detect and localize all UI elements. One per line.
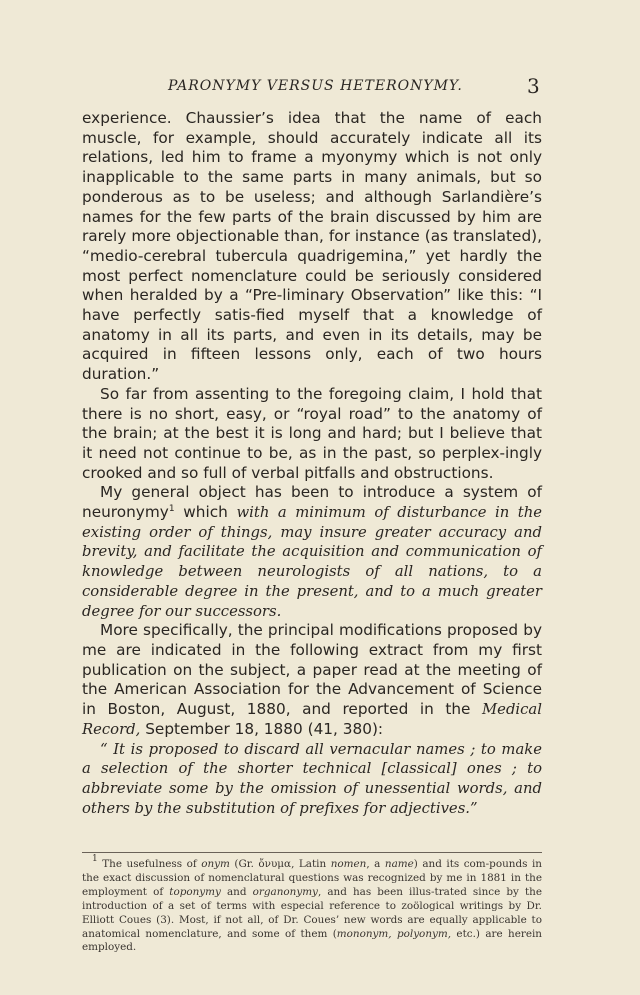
footnote-seg-3: , a [366,858,385,870]
footnote-rule [82,852,542,853]
page-number: 3 [527,74,540,98]
paragraph-4 [82,621,542,739]
quote-part-a: “ It is proposed to discard all vernacular names ; to make a selection of the shorter technical [82,740,542,778]
block-quote [82,740,542,819]
footnote-term-mononym: mononym, polyonym, [336,927,452,940]
running-head: PARONYMY VERSUS HETERONYMY. [168,78,463,94]
paragraph-2: So far from assenting to the foregoing claim, I hold that there is no short, easy, or “royal road” to the anatomy of the brain; at the best it is long and hard; but I believe that it need not continue to be, as in the past, so perplex-ingly crooked and so full of verbal pitfalls and obstructions. [82,384,542,482]
journal-title: Medical Record, [82,701,542,738]
body-text [82,109,542,818]
paragraph-3-lead: My general object has been to introduce a system of neuronymy [82,483,542,522]
footnote-term-organonymy: organonymy [252,885,318,898]
footnote-term-nomen: nomen [330,858,367,870]
footnote-mark: 1 [92,854,98,864]
paragraph-3-which: which [174,503,237,522]
quote-bracket: [classical] [381,760,457,778]
footnote-reference: 1 [168,504,175,515]
paragraph-3 [82,483,542,621]
footnote-term-toponymy: toponymy [169,885,221,898]
footnote-seg-6: , and has been illus-trated since by the introduction of a set of terms with especial reference to zoölogical writings by Dr. Elliott Coues (3). Most, if not all, of Dr. Coues’ new words are equally applicable to anatomical nomenclature, and some of them ( [82,885,542,940]
footnote-seg-1: The usefulness of [97,858,202,870]
footnote-seg-2: (Gr. ὄνυμα, Latin [229,858,331,870]
footnote-term-name: name [384,858,414,870]
footnote-text [82,854,543,955]
paragraph-4-lead: More specifically, the principal modifications proposed by me are indicated in the following extract from my first publication on the subject, a paper read at the meeting of the American Association for the Advancement of Science in Boston, August, 1880, and reported in the [82,621,542,719]
paragraph-4-tail: September 18, 1880 (41, 380): [140,719,384,738]
footnote-seg-4: ) and its com-pounds in the exact discussion of nomenclatural questions was recognized by me in 1881 in the employment of [82,858,542,898]
page-header [0,74,640,102]
paragraph-1: experience. Chaussier’s idea that the name of each muscle, for example, should accurately indicate all its relations, led him to frame a myonymy which is not only inapplicable to the same parts in many animals, but so ponderous as to be useless; and although Sarlandière’s names for the few parts of the brain discussed by him are rarely more objectionable than, for instance (as translated), “medio-cerebral tubercula quadrigemina,” yet hardly the most perfect nomenclature could be seriously considered when heralded by a “Pre-liminary Observation” like this: “I have perfectly satis-fied myself that a knowledge of anatomy in all its parts, and even in its details, may be acquired in fifteen lessons only, each of two hours duration.” [82,109,542,384]
footnote-seg-5: and [220,885,253,898]
footnote-term-onym: onym [201,858,230,870]
paragraph-3-italic: with a minimum of disturbance in the existing order of things, may insure greater accuracy and brevity, and facilitate the acquisition and communication of knowledge between neurologists of all nations, to a considerable degree in the present, and to a much greater degree for our successors. [82,504,542,620]
quote-part-c: ones ; to abbreviate some by the omission of unessential words, and others by the substitution of prefixes for adjectives.” [82,760,542,817]
footnote-seg-7: etc.) are herein employed. [82,927,543,954]
footnote [82,854,543,955]
